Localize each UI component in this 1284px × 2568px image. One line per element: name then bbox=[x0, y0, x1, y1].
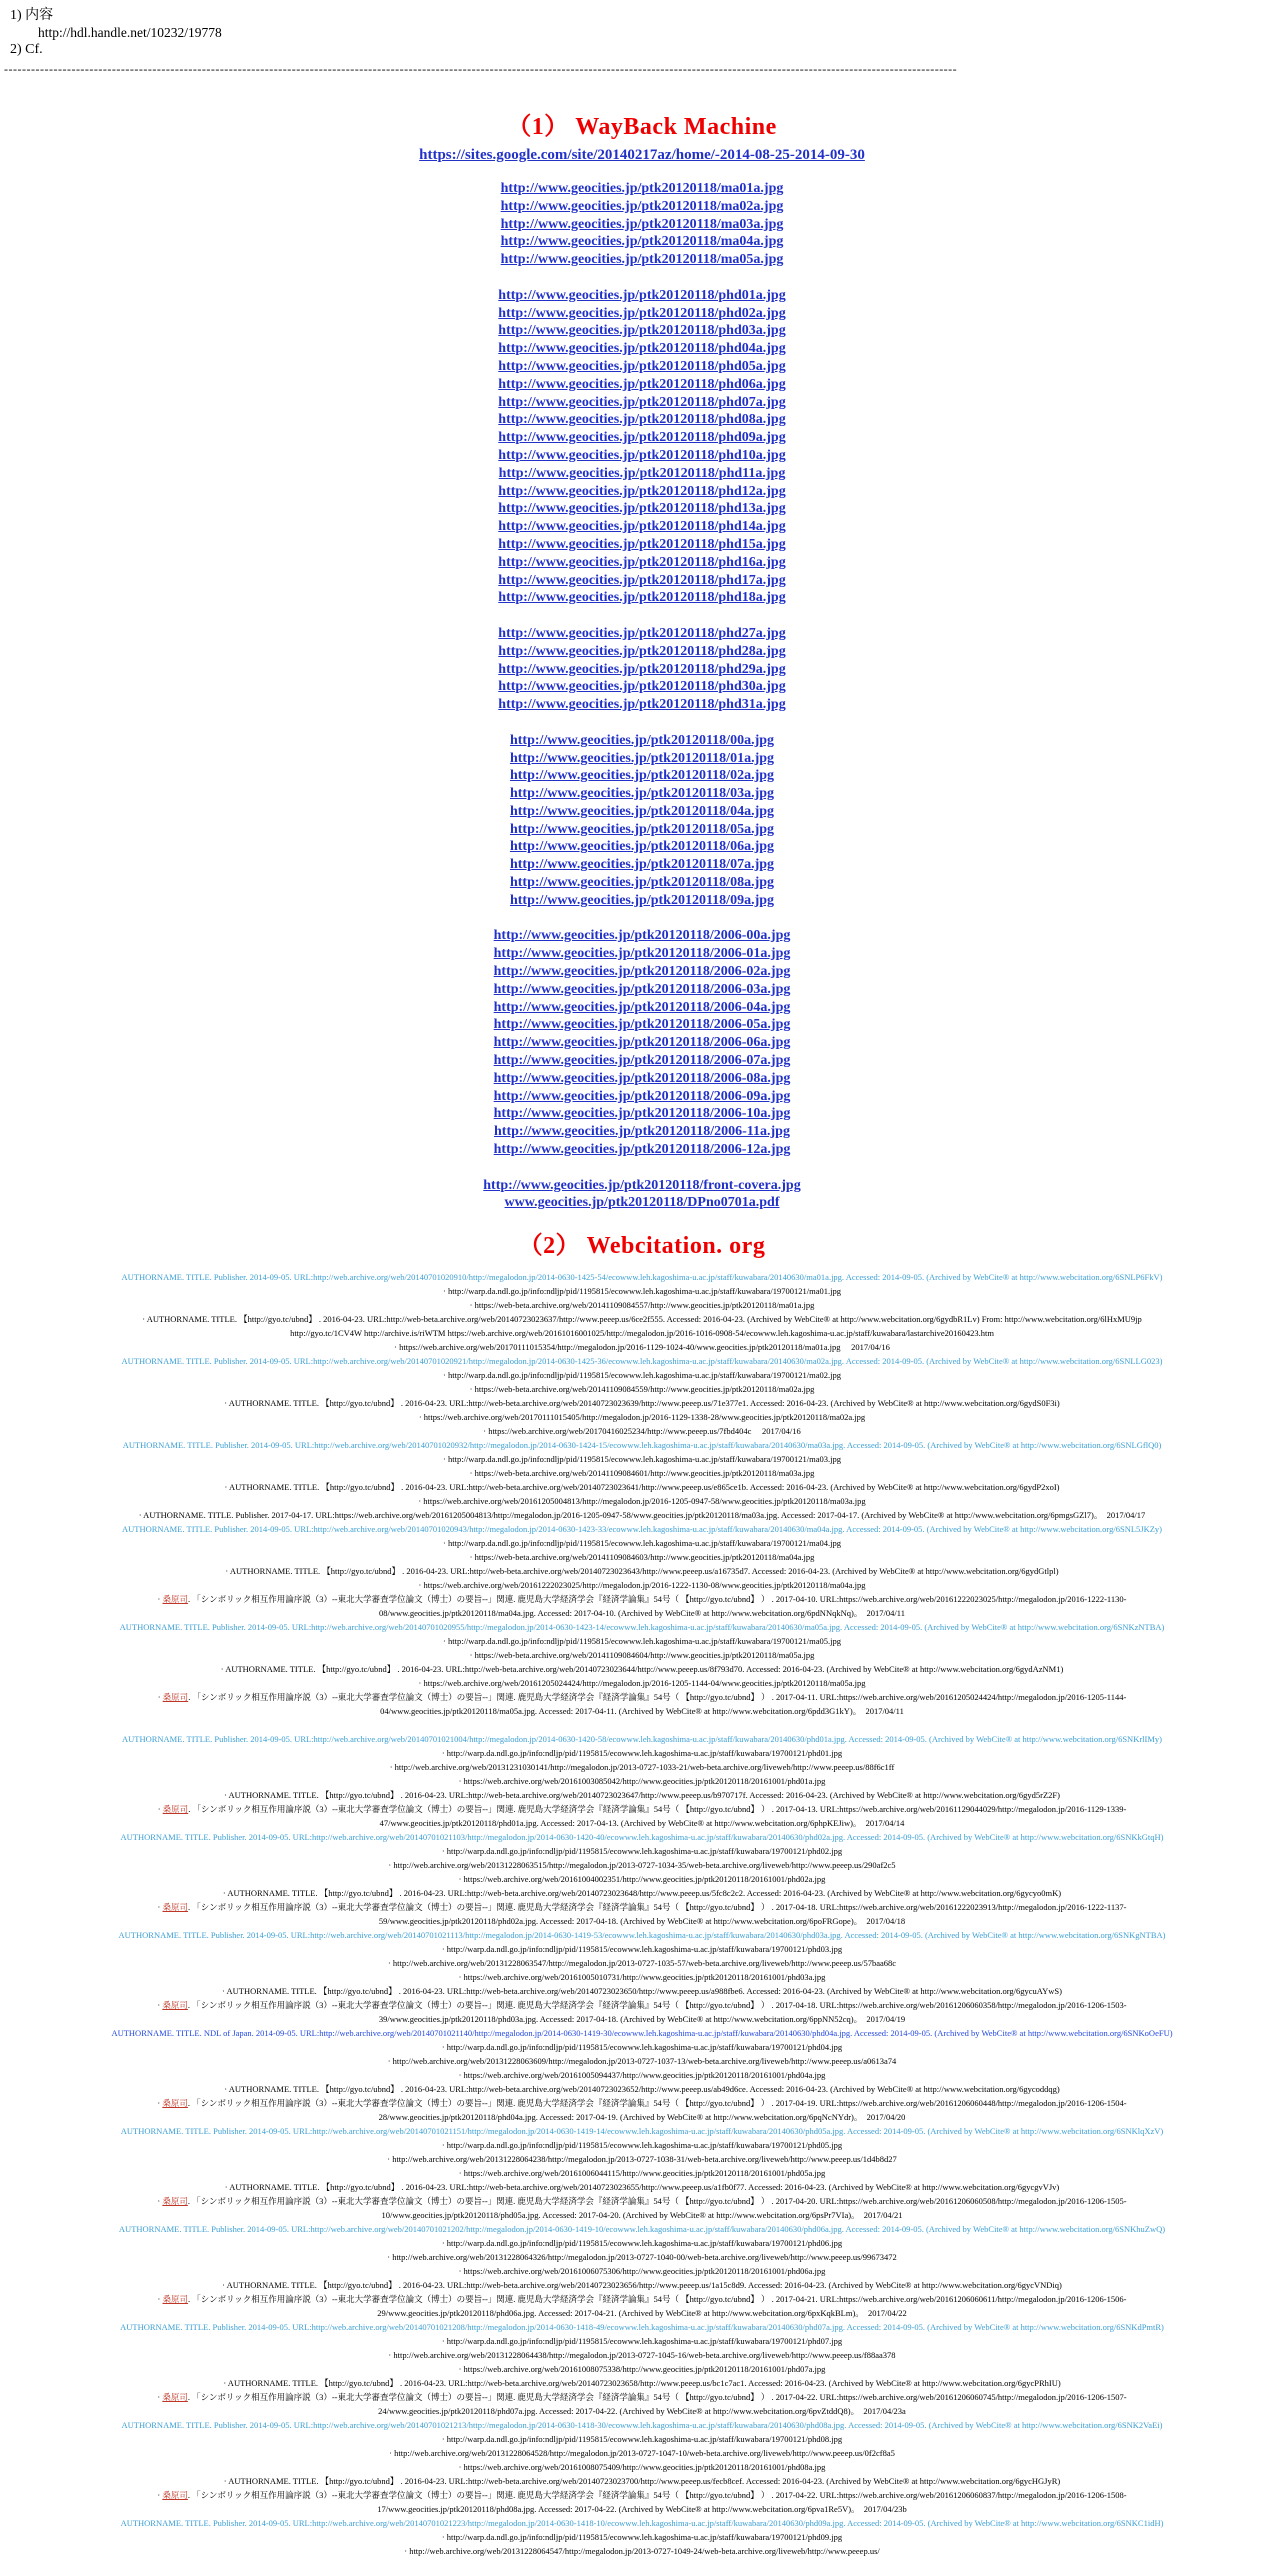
wayback-url-group bbox=[0, 732, 1284, 910]
archived-image-link[interactable]: http://www.geocities.jp/ptk20120118/ma05a.jpg bbox=[500, 252, 784, 268]
citation-list bbox=[0, 1270, 1284, 2558]
citation-url-line: · AUTHORNAME. TITLE. 【http://gyo.tc/ubnd】 . 2016-04-23. URL:http://web-beta.archive.org/web/20140723023655/http://www.peeep.us/a1fb0f77. Accessed: 2016-04-23. (Archived by WebCite® at http://www.webcitation.org/6gycgvVJv) bbox=[224, 2182, 1060, 2193]
citation-archive-line: AUTHORNAME. TITLE. Publisher. 2014-09-05. URL:http://web.archive.org/web/20140701020932/http://megalodon.jp/2014-0630-1424-15/ecowww.leh.kagoshima-u.ac.jp/staff/kuwabara/20140630/ma03a.jpg. Accessed: 2014-09-05. (Archived by WebCite® at http://www.webcitation.org/6SNLGflQ0) bbox=[122, 1440, 1162, 1451]
archived-image-link[interactable]: http://www.geocities.jp/ptk20120118/phd02a.jpg bbox=[498, 305, 786, 321]
citation-url-line: · AUTHORNAME. TITLE. 【http://gyo.tc/ubnd】 . 2016-04-23. URL:http://web-beta.archive.org/web/20140723023658/http://www.peeep.us/bc1c7ac1. Accessed: 2016-04-23. (Archived by WebCite® at http://www.webcitation.org/6gycPRhIU) bbox=[223, 2378, 1061, 2389]
citation-url-line: · http://warp.da.ndl.go.jp/info:ndljp/pid/1195815/ecowww.leh.kagoshima-u.ac.jp/staff/kuwabara/19700121/phd08.jpg bbox=[441, 2434, 843, 2445]
handle-url-text: http://hdl.handle.net/10232/19778 bbox=[38, 25, 222, 40]
kuwabara-author-link[interactable]: 桑原司 bbox=[162, 1692, 189, 1703]
wayback-heading: （1） WayBack Machine bbox=[507, 114, 777, 140]
archived-image-link[interactable]: http://www.geocities.jp/ptk20120118/2006-09a.jpg bbox=[493, 1088, 791, 1104]
archived-image-link[interactable]: http://www.geocities.jp/ptk20120118/phd30a.jpg bbox=[498, 679, 786, 695]
citation-url-line: · https://web.archive.org/web/20161005010731/http://www.geocities.jp/ptk20120118/20161001/phd03a.jpg bbox=[458, 1972, 826, 1983]
citation-url-line: · http://web.archive.org/web/20131228063609/http://megalodon.jp/2013-0727-1037-13/web-beta.archive.org/liveweb/http://www.peeep.us/a0613a74 bbox=[387, 2056, 897, 2067]
archived-image-link[interactable]: http://www.geocities.jp/ptk20120118/05a.jpg bbox=[509, 821, 775, 837]
archived-image-link[interactable]: http://www.geocities.jp/ptk20120118/09a.jpg bbox=[509, 892, 775, 908]
citation-archive-line: AUTHORNAME. TITLE. Publisher. 2014-09-05. URL:http://web.archive.org/web/20140701020921/http://megalodon.jp/2014-0630-1425-36/ecowww.leh.kagoshima-u.ac.jp/staff/kuwabara/20140630/ma02a.jpg. Accessed: 2014-09-05. (Archived by WebCite® at http://www.webcitation.org/6SNLLG023) bbox=[121, 1356, 1163, 1367]
kuwabara-author-link[interactable]: 桑原司 bbox=[162, 2098, 188, 2109]
citation-url-line: · https://web.archive.org/web/20161205024424/http://megalodon.jp/2016-1205-1144-04/www.geocities.jp/ptk20120118/ma05a.jpg bbox=[418, 1678, 866, 1689]
archived-image-link[interactable]: http://www.geocities.jp/ptk20120118/2006-08a.jpg bbox=[493, 1070, 791, 1086]
citation-jp-line: · 桑原司. 「シンボリック相互作用論序説（3）--東北大学審査学位論文（博士）の要旨--」関連. 鹿児島大学経済学会『経済学論集』54号（ 【http://gyo.tc/ubnd】 ） . 2017-04-18. URL:https://web.archive.org/web/20161206060358/http://megalodon.jp/2016-1206-1503- bbox=[157, 2000, 1127, 2011]
citation-url-line: · https://web.archive.org/web/20161006044115/http://www.geocities.jp/ptk20120118/20161001/phd05a.jpg bbox=[458, 2168, 826, 2179]
archived-image-link[interactable]: http://www.geocities.jp/ptk20120118/2006-02a.jpg bbox=[493, 964, 791, 980]
citation-url-line: · http://web.archive.org/web/20131228064547/http://megalodon.jp/2013-0727-1049-24/web-beta.archive.org/liveweb/http://www.peeep.us/ bbox=[404, 2546, 880, 2557]
citation-url-line: 10/www.geocities.jp/ptk20120118/phd05a.jpg. Accessed: 2017-04-20. (Archived by WebCite® at http://www.webcitation.org/6psPr7VIa)。 2017/04/21 bbox=[381, 2210, 903, 2221]
citation-url-line: · https://web-beta.archive.org/web/20141109084604/http://www.geocities.jp/ptk20120118/ma05a.jpg bbox=[469, 1650, 815, 1661]
archived-image-link[interactable]: http://www.geocities.jp/ptk20120118/phd01a.jpg bbox=[498, 287, 786, 303]
citation-url-line: · AUTHORNAME. TITLE. 【http://gyo.tc/ubnd】 . 2016-04-23. URL:http://web-beta.archive.org/web/20140723023644/http://www.peeep.us/8f793d70. Accessed: 2016-04-23. (Archived by WebCite® at http://www.webcitation.org/6gydAzNM1) bbox=[220, 1664, 1064, 1675]
archived-image-link[interactable]: http://www.geocities.jp/ptk20120118/01a.jpg bbox=[509, 750, 775, 766]
archived-image-link[interactable]: http://www.geocities.jp/ptk20120118/front-covera.jpg bbox=[483, 1177, 801, 1193]
archived-image-link[interactable]: http://www.geocities.jp/ptk20120118/phd03a.jpg bbox=[498, 323, 786, 339]
citation-jp-line: · 桑原司. 「シンボリック相互作用論序説（3）--東北大学審査学位論文（博士）の要旨--」関連. 鹿児島大学経済学会『経済学論集』54号（ 【http://gyo.tc/ubnd】 ） . 2017-04-21. URL:https://web.archive.org/web/20161206060611/http://megalodon.jp/2016-1206-1506- bbox=[157, 2294, 1127, 2305]
citation-url-line: · http://warp.da.ndl.go.jp/info:ndljp/pid/1195815/ecowww.leh.kagoshima-u.ac.jp/staff/kuwabara/19700121/ma05.jpg bbox=[443, 1636, 841, 1647]
archived-image-link[interactable]: http://www.geocities.jp/ptk20120118/phd18a.jpg bbox=[498, 590, 786, 606]
citation-jp-line: · 桑原司. 「シンボリック相互作用論序説（3）--東北大学審査学位論文（博士）の要旨--」関連. 鹿児島大学経済学会『経済学論集』54号（ 【http://gyo.tc/ubnd】 ） . 2017-04-10. URL:https://web.archive.org/web/20161222023025/http://megalodon.jp/2016-1222-1130- bbox=[157, 1594, 1127, 1605]
citation-url-line: · AUTHORNAME. TITLE. Publisher. 2017-04-17. URL:https://web.archive.org/web/20161205004813/http://megalodon.jp/2016-1205-0947-58/www.geocities.jp/ptk20120118/ma03a.jpg. Accessed: 2017-04-17. (Archived by WebCite® at http://www.webcitation.org/6pmgsGZl7)。 2017/04/17 bbox=[138, 1510, 1146, 1521]
archived-image-link[interactable]: www.geocities.jp/ptk20120118/DPno0701a.pdf bbox=[504, 1195, 780, 1211]
note-content-label: 1) 内容 bbox=[10, 8, 54, 23]
archived-image-link[interactable]: http://www.geocities.jp/ptk20120118/2006-06a.jpg bbox=[493, 1035, 791, 1051]
citation-url-line: · AUTHORNAME. TITLE. 【http://gyo.tc/ubnd】 . 2016-04-23. URL:http://web-beta.archive.org/web/20140723023641/http://www.peeep.us/e865ce1b. Accessed: 2016-04-23. (Archived by WebCite® at http://www.webcitation.org/6gydP2xoI) bbox=[224, 1482, 1060, 1493]
citation-ndl-line: AUTHORNAME. TITLE. NDL of Japan. 2014-09-05. URL:http://web.archive.org/web/20140701021140/http://megalodon.jp/2014-0630-1419-30/ecowww.leh.kagoshima-u.ac.jp/staff/kuwabara/20140630/phd04a.jpg. Accessed: 2014-09-05. (Archived by WebCite® at http://www.webcitation.org/6SNKoOeFU) bbox=[111, 2028, 1173, 2039]
header-notes bbox=[0, 0, 1284, 58]
archived-image-link[interactable]: http://www.geocities.jp/ptk20120118/2006-11a.jpg bbox=[494, 1124, 790, 1140]
archived-image-link[interactable]: http://www.geocities.jp/ptk20120118/phd15a.jpg bbox=[498, 536, 786, 552]
citation-url-line: · https://web.archive.org/web/20170111015405/http://megalodon.jp/2016-1129-1338-28/www.geocities.jp/ptk20120118/ma02a.jpg bbox=[418, 1412, 866, 1423]
citation-url-line: · https://web.archive.org/web/20170416025234/http://www.peeep.us/7fbd404c 2017/04/16 bbox=[483, 1426, 801, 1437]
citation-archive-line: AUTHORNAME. TITLE. Publisher. 2014-09-05. URL:http://web.archive.org/web/20140701021202/http://megalodon.jp/2014-0630-1419-10/ecowww.leh.kagoshima-u.ac.jp/staff/kuwabara/20140630/phd06a.jpg. Accessed: 2014-09-05. (Archived by WebCite® at http://www.webcitation.org/6SNKhuZwQ) bbox=[118, 2224, 1166, 2235]
archived-image-link[interactable]: http://www.geocities.jp/ptk20120118/ma02a.jpg bbox=[500, 198, 784, 214]
archived-image-link[interactable]: http://www.geocities.jp/ptk20120118/phd04a.jpg bbox=[498, 341, 786, 357]
citation-jp-line: · 桑原司. 「シンボリック相互作用論序説（3）--東北大学審査学位論文（博士）の要旨--」関連. 鹿児島大学経済学会『経済学論集』54号（ 【http://gyo.tc/ubnd】 ） . 2017-04-18. URL:https://web.archive.org/web/20161222023913/http://megalodon.jp/2016-1222-1137- bbox=[157, 1902, 1127, 1913]
citation-url-line: · https://web.archive.org/web/20161008075338/http://www.geocities.jp/ptk20120118/20161001/phd07a.jpg bbox=[458, 2364, 826, 2375]
citation-url-line: · https://web.archive.org/web/20161205004813/http://megalodon.jp/2016-1205-0947-58/www.geocities.jp/ptk20120118/ma03a.jpg bbox=[418, 1496, 866, 1507]
citation-url-line: 59/www.geocities.jp/ptk20120118/phd02a.jpg. Accessed: 2017-04-18. (Archived by WebCite® at http://www.webcitation.org/6poFRGope)。 2017/04/18 bbox=[378, 1916, 906, 1927]
citation-url-line: 29/www.geocities.jp/ptk20120118/phd06a.jpg. Accessed: 2017-04-21. (Archived by WebCite® at http://www.webcitation.org/6pxKqkBLm)。 2017/04/22 bbox=[377, 2308, 907, 2319]
citation-url-line: 24/www.geocities.jp/ptk20120118/phd07a.jpg. Accessed: 2017-04-22. (Archived by WebCite® at http://www.webcitation.org/6pvZtddQ8)。 2017/04/23a bbox=[378, 2406, 906, 2417]
citation-url-line: · http://warp.da.ndl.go.jp/info:ndljp/pid/1195815/ecowww.leh.kagoshima-u.ac.jp/staff/kuwabara/19700121/phd03.jpg bbox=[441, 1944, 843, 1955]
citation-jp-line: · 桑原司. 「シンボリック相互作用論序説（3）--東北大学審査学位論文（博士）の要旨--」関連. 鹿児島大学経済学会『経済学論集』54号（ 【http://gyo.tc/ubnd】 ） . 2017-04-22. URL:https://web.archive.org/web/20161206060745/http://megalodon.jp/2016-1206-1507- bbox=[157, 2392, 1127, 2403]
note-cf-label: 2) Cf. bbox=[10, 42, 43, 57]
citation-archive-line: AUTHORNAME. TITLE. Publisher. 2014-09-05. URL:http://web.archive.org/web/20140701021151/http://megalodon.jp/2014-0630-1419-14/ecowww.leh.kagoshima-u.ac.jp/staff/kuwabara/20140630/phd05a.jpg. Accessed: 2014-09-05. (Archived by WebCite® at http://www.webcitation.org/6SNKlqXzV) bbox=[120, 2126, 1164, 2137]
citation-url-line: · http://warp.da.ndl.go.jp/info:ndljp/pid/1195815/ecowww.leh.kagoshima-u.ac.jp/staff/kuwabara/19700121/phd07.jpg bbox=[441, 2336, 843, 2347]
archived-image-link[interactable]: http://www.geocities.jp/ptk20120118/phd10a.jpg bbox=[498, 447, 786, 463]
archived-image-link[interactable]: http://www.geocities.jp/ptk20120118/08a.jpg bbox=[509, 875, 775, 891]
wayback-url-group bbox=[0, 625, 1284, 714]
kuwabara-author-link[interactable]: 桑原司 bbox=[162, 1594, 189, 1605]
archived-image-link[interactable]: http://www.geocities.jp/ptk20120118/02a.jpg bbox=[509, 768, 775, 784]
citation-url-line: · AUTHORNAME. TITLE. 【http://gyo.tc/ubnd】 . 2016-04-23. URL:http://web-beta.archive.org/web/20140723023656/http://www.peeep.us/1a15c8d9. Accessed: 2016-04-23. (Archived by WebCite® at http://www.webcitation.org/6gycVNDiq) bbox=[222, 2280, 1062, 2291]
citation-url-line: 47/www.geocities.jp/ptk20120118/phd01a.jpg. Accessed: 2017-04-13. (Archived by WebCite® at http://www.webcitation.org/6phpKEJiw)。 2017/04/14 bbox=[379, 1818, 905, 1829]
citation-group-gap bbox=[0, 1718, 1284, 1732]
wayback-url-lists bbox=[0, 180, 1284, 1212]
citation-url-line: · http://warp.da.ndl.go.jp/info:ndljp/pid/1195815/ecowww.leh.kagoshima-u.ac.jp/staff/kuwabara/19700121/phd01.jpg bbox=[441, 1748, 843, 1759]
citation-url-line: · https://web.archive.org/web/20161005094437/http://www.geocities.jp/ptk20120118/20161001/phd04a.jpg bbox=[458, 2070, 826, 2081]
citation-url-line: · https://web.archive.org/web/20161003085042/http://www.geocities.jp/ptk20120118/20161001/phd01a.jpg bbox=[458, 1776, 826, 1787]
wayback-url-group bbox=[0, 287, 1284, 607]
citation-url-line: · http://warp.da.ndl.go.jp/info:ndljp/pid/1195815/ecowww.leh.kagoshima-u.ac.jp/staff/kuwabara/19700121/phd04.jpg bbox=[441, 2042, 843, 2053]
archived-image-link[interactable]: http://www.geocities.jp/ptk20120118/ma04a.jpg bbox=[500, 234, 784, 250]
citation-archive-line: AUTHORNAME. TITLE. Publisher. 2014-09-05. URL:http://web.archive.org/web/20140701021223/http://megalodon.jp/2014-0630-1418-10/ecowww.leh.kagoshima-u.ac.jp/staff/kuwabara/20140630/phd09a.jpg. Accessed: 2014-09-05. (Archived by WebCite® at http://www.webcitation.org/6SNKC1idH) bbox=[120, 2518, 1164, 2529]
citation-url-line: · https://web.archive.org/web/20161004002351/http://www.geocities.jp/ptk20120118/20161001/phd02a.jpg bbox=[458, 1874, 826, 1885]
kuwabara-author-link[interactable]: 桑原司 bbox=[162, 1902, 189, 1913]
citation-url-line: · http://warp.da.ndl.go.jp/info:ndljp/pid/1195815/ecowww.leh.kagoshima-u.ac.jp/staff/kuwabara/19700121/phd09.jpg bbox=[441, 2532, 843, 2543]
citation-url-line: · http://web.archive.org/web/20131228064528/http://megalodon.jp/2013-0727-1047-10/web-beta.archive.org/liveweb/http://www.peeep.us/0f2cf8a5 bbox=[389, 2448, 895, 2459]
citation-jp-line: · 桑原司. 「シンボリック相互作用論序説（3）--東北大学審査学位論文（博士）の要旨--」関連. 鹿児島大学経済学会『経済学論集』54号（ 【http://gyo.tc/ubnd】 ） . 2017-04-13. URL:https://web.archive.org/web/20161129044029/http://megalodon.jp/2016-1129-1339- bbox=[157, 1804, 1127, 1815]
wayback-url-group bbox=[0, 927, 1284, 1158]
citation-url-line: 39/www.geocities.jp/ptk20120118/phd03a.jpg. Accessed: 2017-04-18. (Archived by WebCite® at http://www.webcitation.org/6ppNN52cq)。 2017/04/19 bbox=[378, 2014, 906, 2025]
archived-image-link[interactable]: http://www.geocities.jp/ptk20120118/07a.jpg bbox=[509, 857, 775, 873]
citation-url-line: 28/www.geocities.jp/ptk20120118/phd04a.jpg. Accessed: 2017-04-19. (Archived by WebCite® at http://www.webcitation.org/6pqNcNYdr)。 2017/04/20 bbox=[378, 2112, 906, 2123]
citation-archive-line: AUTHORNAME. TITLE. Publisher. 2014-09-05. URL:http://web.archive.org/web/20140701021103/http://megalodon.jp/2014-0630-1420-40/ecowww.leh.kagoshima-u.ac.jp/staff/kuwabara/20140630/phd02a.jpg. Accessed: 2014-09-05. (Archived by WebCite® at http://www.webcitation.org/6SNKkGtqH) bbox=[120, 1832, 1164, 1843]
citation-url-line: · http://web.archive.org/web/20131231030141/http://megalodon.jp/2013-0727-1033-21/web-beta.archive.org/liveweb/http://www.peeep.us/88f6c1ff bbox=[389, 1762, 895, 1773]
citation-jp-line: · 桑原司. 「シンボリック相互作用論序説（3）--東北大学審査学位論文（博士）の要旨--」関連. 鹿児島大学経済学会『経済学論集』54号（ 【http://gyo.tc/ubnd】 ） . 2017-04-22. URL:https://web.archive.org/web/20161206060837/http://megalodon.jp/2016-1206-1508- bbox=[157, 2490, 1127, 2501]
citation-archive-line: AUTHORNAME. TITLE. Publisher. 2014-09-05. URL:http://web.archive.org/web/20140701020955/http://megalodon.jp/2014-0630-1423-14/ecowww.leh.kagoshima-u.ac.jp/staff/kuwabara/20140630/ma05a.jpg. Accessed: 2014-09-05. (Archived by WebCite® at http://www.webcitation.org/6SNKzNTBA) bbox=[119, 1622, 1165, 1633]
citation-url-line: · http://web.archive.org/web/20131228063515/http://megalodon.jp/2013-0727-1034-35/web-beta.archive.org/liveweb/http://www.peeep.us/290af2c5 bbox=[388, 1860, 896, 1871]
kuwabara-author-link[interactable]: 桑原司 bbox=[162, 2294, 189, 2305]
archived-image-link[interactable]: http://www.geocities.jp/ptk20120118/phd31a.jpg bbox=[498, 697, 786, 713]
citation-url-line: · https://web.archive.org/web/20170111015354/http://megalodon.jp/2016-1129-1024-40/www.geocities.jp/ptk20120118/ma01a.jpg 2017/04/16 bbox=[394, 1342, 890, 1353]
citation-url-line: 04/www.geocities.jp/ptk20120118/ma05a.jpg. Accessed: 2017-04-11. (Archived by WebCite® at http://www.webcitation.org/6pdd3G1kY)。 2017/04/11 bbox=[380, 1706, 904, 1717]
citation-url-line: · AUTHORNAME. TITLE. 【http://gyo.tc/ubnd】 . 2016-04-23. URL:http://web-beta.archive.org/web/20140723023643/http://www.peeep.us/a16735d7. Accessed: 2016-04-23. (Archived by WebCite® at http://www.webcitation.org/6gydGtlpl) bbox=[225, 1566, 1059, 1577]
google-sites-link[interactable]: https://sites.google.com/site/20140217az/home/-2014-08-25-2014-09-30 bbox=[419, 147, 865, 163]
citation-archive-line: AUTHORNAME. TITLE. Publisher. 2014-09-05. URL:http://web.archive.org/web/20140701021208/http://megalodon.jp/2014-0630-1418-49/ecowww.leh.kagoshima-u.ac.jp/staff/kuwabara/20140630/phd07a.jpg. Accessed: 2014-09-05. (Archived by WebCite® at http://www.webcitation.org/6SNKdPmtR) bbox=[120, 2322, 1164, 2333]
archived-image-link[interactable]: http://www.geocities.jp/ptk20120118/06a.jpg bbox=[509, 839, 775, 855]
archived-image-link[interactable]: http://www.geocities.jp/ptk20120118/2006-03a.jpg bbox=[493, 981, 791, 997]
archived-image-link[interactable]: http://www.geocities.jp/ptk20120118/ma01a.jpg bbox=[500, 181, 784, 196]
citation-url-line: · AUTHORNAME. TITLE. 【http://gyo.tc/ubnd】 . 2016-04-23. URL:http://web-beta.archive.org/web/20140723023639/http://www.peeep.us/71e377e1. Accessed: 2016-04-23. (Archived by WebCite® at http://www.webcitation.org/6gydS0F3i) bbox=[224, 1398, 1060, 1409]
citation-url-line: · https://web.archive.org/web/20161006075306/http://www.geocities.jp/ptk20120118/20161001/phd06a.jpg bbox=[458, 2266, 826, 2277]
citation-jp-line: · 桑原司. 「シンボリック相互作用論序説（3）--東北大学審査学位論文（博士）の要旨--」関連. 鹿児島大学経済学会『経済学論集』54号（ 【http://gyo.tc/ubnd】 ） . 2017-04-11. URL:https://web.archive.org/web/20161205024424/http://megalodon.jp/2016-1205-1144- bbox=[157, 1692, 1127, 1703]
archived-image-link[interactable]: http://www.geocities.jp/ptk20120118/phd06a.jpg bbox=[498, 376, 786, 392]
citation-url-line: · AUTHORNAME. TITLE. 【http://gyo.tc/ubnd】 . 2016-04-23. URL:http://web-beta.archive.org/web/20140723023647/http://www.peeep.us/b970717f. Accessed: 2016-04-23. (Archived by WebCite® at http://www.webcitation.org/6gyd5rZ2F) bbox=[224, 1790, 1060, 1801]
archived-image-link[interactable]: http://www.geocities.jp/ptk20120118/phd28a.jpg bbox=[498, 643, 786, 659]
citation-url-line: · http://warp.da.ndl.go.jp/info:ndljp/pid/1195815/ecowww.leh.kagoshima-u.ac.jp/staff/kuwabara/19700121/ma03.jpg bbox=[443, 1454, 841, 1465]
citation-archive-line: AUTHORNAME. TITLE. Publisher. 2014-09-05. URL:http://web.archive.org/web/20140701020943/http://megalodon.jp/2014-0630-1423-33/ecowww.leh.kagoshima-u.ac.jp/staff/kuwabara/20140630/ma04a.jpg. Accessed: 2014-09-05. (Archived by WebCite® at http://www.webcitation.org/6SNL5JKZy) bbox=[121, 1524, 1162, 1535]
archived-image-link[interactable]: http://www.geocities.jp/ptk20120118/phd08a.jpg bbox=[498, 412, 786, 428]
citation-url-line: · http://web.archive.org/web/20131228064438/http://megalodon.jp/2013-0727-1045-16/web-beta.archive.org/liveweb/http://www.peeep.us/f88aa378 bbox=[388, 2350, 896, 2361]
citation-url-line: · https://web.archive.org/web/20161222023025/http://megalodon.jp/2016-1222-1130-08/www.geocities.jp/ptk20120118/ma04a.jpg bbox=[418, 1580, 866, 1591]
archived-image-link[interactable]: http://www.geocities.jp/ptk20120118/2006-00a.jpg bbox=[493, 928, 791, 944]
citation-url-line: · http://warp.da.ndl.go.jp/info:ndljp/pid/1195815/ecowww.leh.kagoshima-u.ac.jp/staff/kuwabara/19700121/phd06.jpg bbox=[441, 2238, 843, 2249]
citation-url-line: · http://warp.da.ndl.go.jp/info:ndljp/pid/1195815/ecowww.leh.kagoshima-u.ac.jp/staff/kuwabara/19700121/ma01.jpg bbox=[443, 1286, 841, 1297]
archived-image-link[interactable]: http://www.geocities.jp/ptk20120118/2006-10a.jpg bbox=[493, 1106, 791, 1122]
archived-image-link[interactable]: http://www.geocities.jp/ptk20120118/phd29a.jpg bbox=[498, 661, 786, 677]
citation-url-line: · https://web-beta.archive.org/web/20141109084601/http://www.geocities.jp/ptk20120118/ma03a.jpg bbox=[469, 1468, 815, 1479]
kuwabara-author-link[interactable]: 桑原司 bbox=[162, 2196, 188, 2207]
archived-image-link[interactable]: http://www.geocities.jp/ptk20120118/04a.jpg bbox=[509, 803, 775, 819]
citation-archive-line: AUTHORNAME. TITLE. Publisher. 2014-09-05. URL:http://web.archive.org/web/20140701021213/http://megalodon.jp/2014-0630-1418-30/ecowww.leh.kagoshima-u.ac.jp/staff/kuwabara/20140630/phd08a.jpg. Accessed: 2014-09-05. (Archived by WebCite® at http://www.webcitation.org/6SNK2VaEi) bbox=[121, 2420, 1163, 2431]
citation-url-line: http://gyo.tc/1CV4W http://archive.is/riWTM https://web.archive.org/web/20161016001025/http://megalodon.jp/2016-1016-0908-54/ecowww.leh.kagoshima-u.ac.jp/staff/kuwabara/lastarchive20160423.htm bbox=[290, 1328, 994, 1339]
citation-url-line: · AUTHORNAME. TITLE. 【http://gyo.tc/ubnd】 . 2016-04-23. URL:http://web-beta.archive.org/web/20140723023637/http://www.peeep.us/6ce2f555. Accessed: 2016-04-23. (Archived by WebCite® at http://www.webcitation.org/6gydbR1Lv) From: http://www.webcitation.org/6lHxMU9jp bbox=[142, 1314, 1142, 1325]
citation-jp-line: · 桑原司. 「シンボリック相互作用論序説（3）--東北大学審査学位論文（博士）の要旨--」関連. 鹿児島大学経済学会『経済学論集』54号（ 【http://gyo.tc/ubnd】 ） . 2017-04-19. URL:https://web.archive.org/web/20161206060448/http://megalodon.jp/2016-1206-1504- bbox=[157, 2098, 1127, 2109]
dashed-separator: -------------------------------------------------------------------------------------------------------------------------------------------------------------------------------------------------------------------- bbox=[4, 62, 958, 76]
archived-image-link[interactable]: http://www.geocities.jp/ptk20120118/2006-04a.jpg bbox=[493, 999, 791, 1015]
archived-image-link[interactable]: http://www.geocities.jp/ptk20120118/phd09a.jpg bbox=[498, 430, 786, 446]
archived-image-link[interactable]: http://www.geocities.jp/ptk20120118/03a.jpg bbox=[509, 786, 775, 802]
archived-image-link[interactable]: http://www.geocities.jp/ptk20120118/phd12a.jpg bbox=[498, 483, 786, 499]
archived-image-link[interactable]: http://www.geocities.jp/ptk20120118/2006-05a.jpg bbox=[493, 1017, 791, 1033]
citation-url-line: · https://web-beta.archive.org/web/20141109084603/http://www.geocities.jp/ptk20120118/ma04a.jpg bbox=[469, 1552, 815, 1563]
archived-image-link[interactable]: http://www.geocities.jp/ptk20120118/phd13a.jpg bbox=[498, 501, 786, 517]
wayback-url-group bbox=[0, 1177, 1284, 1213]
archived-image-link[interactable]: http://www.geocities.jp/ptk20120118/phd27a.jpg bbox=[498, 625, 786, 641]
archived-image-link[interactable]: http://www.geocities.jp/ptk20120118/00a.jpg bbox=[509, 732, 775, 748]
webcitation-heading: （2） Webcitation. org bbox=[518, 1233, 766, 1260]
citation-url-line: · AUTHORNAME. TITLE. 【http://gyo.tc/ubnd】 . 2016-04-23. URL:http://web-beta.archive.org/web/20140723023650/http://www.peeep.us/a988fbe6. Accessed: 2016-04-23. (Archived by WebCite® at http://www.webcitation.org/6gycuAYwS) bbox=[222, 1986, 1062, 1997]
archived-image-link[interactable]: http://www.geocities.jp/ptk20120118/phd14a.jpg bbox=[498, 519, 786, 535]
citation-jp-line: · 桑原司. 「シンボリック相互作用論序説（3）--東北大学審査学位論文（博士）の要旨--」関連. 鹿児島大学経済学会『経済学論集』54号（ 【http://gyo.tc/ubnd】 ） . 2017-04-20. URL:https://web.archive.org/web/20161206060508/http://megalodon.jp/2016-1206-1505- bbox=[157, 2196, 1127, 2207]
archived-image-link[interactable]: http://www.geocities.jp/ptk20120118/ma03a.jpg bbox=[500, 216, 784, 232]
kuwabara-author-link[interactable]: 桑原司 bbox=[162, 2490, 188, 2501]
citation-url-line: 08/www.geocities.jp/ptk20120118/ma04a.jpg. Accessed: 2017-04-10. (Archived by WebCite® at http://www.webcitation.org/6pdNNqkNq)。 2017/04/11 bbox=[379, 1608, 905, 1619]
citation-url-line: · https://web-beta.archive.org/web/20141109084557/http://www.geocities.jp/ptk20120118/ma01a.jpg bbox=[469, 1300, 815, 1311]
wayback-url-group bbox=[0, 180, 1284, 269]
citation-archive-line: AUTHORNAME. TITLE. Publisher. 2014-09-05. URL:http://web.archive.org/web/20140701021113/http://megalodon.jp/2014-0630-1419-53/ecowww.leh.kagoshima-u.ac.jp/staff/kuwabara/20140630/phd03a.jpg. Accessed: 2014-09-05. (Archived by WebCite® at http://www.webcitation.org/6SNKgNTBA) bbox=[118, 1930, 1166, 1941]
citation-url-line: 17/www.geocities.jp/ptk20120118/phd08a.jpg. Accessed: 2017-04-22. (Archived by WebCite® at http://www.webcitation.org/6pva1Re5V)。 2017/04/23b bbox=[377, 2504, 907, 2515]
archived-image-link[interactable]: http://www.geocities.jp/ptk20120118/phd11a.jpg bbox=[498, 465, 786, 481]
citation-url-line: · http://web.archive.org/web/20131228064238/http://megalodon.jp/2013-0727-1038-31/web-beta.archive.org/liveweb/http://www.peeep.us/1d4b8d27 bbox=[387, 2154, 897, 2165]
citation-url-line: · http://warp.da.ndl.go.jp/info:ndljp/pid/1195815/ecowww.leh.kagoshima-u.ac.jp/staff/kuwabara/19700121/ma02.jpg bbox=[443, 1370, 841, 1381]
kuwabara-author-link[interactable]: 桑原司 bbox=[162, 1804, 189, 1815]
citation-url-line: · http://warp.da.ndl.go.jp/info:ndljp/pid/1195815/ecowww.leh.kagoshima-u.ac.jp/staff/kuwabara/19700121/phd02.jpg bbox=[441, 1846, 843, 1857]
citation-archive-line: AUTHORNAME. TITLE. Publisher. 2014-09-05. URL:http://web.archive.org/web/20140701021004/http://megalodon.jp/2014-0630-1420-58/ecowww.leh.kagoshima-u.ac.jp/staff/kuwabara/20140630/phd01a.jpg. Accessed: 2014-09-05. (Archived by WebCite® at http://www.webcitation.org/6SNKrlIMy) bbox=[121, 1734, 1162, 1745]
archived-image-link[interactable]: http://www.geocities.jp/ptk20120118/phd17a.jpg bbox=[498, 572, 786, 588]
kuwabara-author-link[interactable]: 桑原司 bbox=[162, 2000, 188, 2011]
citation-url-line: · https://web.archive.org/web/20161008075409/http://www.geocities.jp/ptk20120118/20161001/phd08a.jpg bbox=[458, 2462, 826, 2473]
citation-url-line: · AUTHORNAME. TITLE. 【http://gyo.tc/ubnd】 . 2016-04-23. URL:http://web-beta.archive.org/web/20140723023700/http://www.peeep.us/fecb8cef. Accessed: 2016-04-23. (Archived by WebCite® at http://www.webcitation.org/6gycHGJyR) bbox=[223, 2476, 1061, 2487]
citation-url-line: · http://warp.da.ndl.go.jp/info:ndljp/pid/1195815/ecowww.leh.kagoshima-u.ac.jp/staff/kuwabara/19700121/phd05.jpg bbox=[441, 2140, 843, 2151]
archived-image-link[interactable]: http://www.geocities.jp/ptk20120118/phd05a.jpg bbox=[498, 358, 786, 374]
citation-url-line: · http://warp.da.ndl.go.jp/info:ndljp/pid/1195815/ecowww.leh.kagoshima-u.ac.jp/staff/kuwabara/19700121/ma04.jpg bbox=[443, 1538, 841, 1549]
citation-url-line: · https://web-beta.archive.org/web/20141109084559/http://www.geocities.jp/ptk20120118/ma02a.jpg bbox=[469, 1384, 815, 1395]
archived-image-link[interactable]: http://www.geocities.jp/ptk20120118/2006-12a.jpg bbox=[493, 1142, 791, 1158]
citation-archive-line: AUTHORNAME. TITLE. Publisher. 2014-09-05. URL:http://web.archive.org/web/20140701020910/http://megalodon.jp/2014-0630-1425-54/ecowww.leh.kagoshima-u.ac.jp/staff/kuwabara/20140630/ma01a.jpg. Accessed: 2014-09-05. (Archived by WebCite® at http://www.webcitation.org/6SNLP6FkV) bbox=[121, 1272, 1163, 1283]
archived-image-link[interactable]: http://www.geocities.jp/ptk20120118/2006-07a.jpg bbox=[493, 1053, 791, 1069]
citation-url-line: · http://web.archive.org/web/20131228063547/http://megalodon.jp/2013-0727-1035-57/web-beta.archive.org/liveweb/http://www.peeep.us/57baa68c bbox=[387, 1958, 897, 1969]
archived-image-link[interactable]: http://www.geocities.jp/ptk20120118/2006-01a.jpg bbox=[493, 946, 791, 962]
archived-image-link[interactable]: http://www.geocities.jp/ptk20120118/phd07a.jpg bbox=[498, 394, 786, 410]
citation-url-line: · AUTHORNAME. TITLE. 【http://gyo.tc/ubnd】 . 2016-04-23. URL:http://web-beta.archive.org/web/20140723023648/http://www.peeep.us/5fc8c2c2. Accessed: 2016-04-23. (Archived by WebCite® at http://www.webcitation.org/6gycyo0mK) bbox=[222, 1888, 1062, 1899]
archived-image-link[interactable]: http://www.geocities.jp/ptk20120118/phd16a.jpg bbox=[498, 554, 786, 570]
citation-url-line: · http://web.archive.org/web/20131228064326/http://megalodon.jp/2013-0727-1040-00/web-beta.archive.org/liveweb/http://www.peeep.us/99673472 bbox=[387, 2252, 897, 2263]
kuwabara-author-link[interactable]: 桑原司 bbox=[162, 2392, 188, 2403]
citation-url-line: · AUTHORNAME. TITLE. 【http://gyo.tc/ubnd】 . 2016-04-23. URL:http://web-beta.archive.org/web/20140723023652/http://www.peeep.us/ab49d6ce. Accessed: 2016-04-23. (Archived by WebCite® at http://www.webcitation.org/6gycoddqg) bbox=[224, 2084, 1060, 2095]
